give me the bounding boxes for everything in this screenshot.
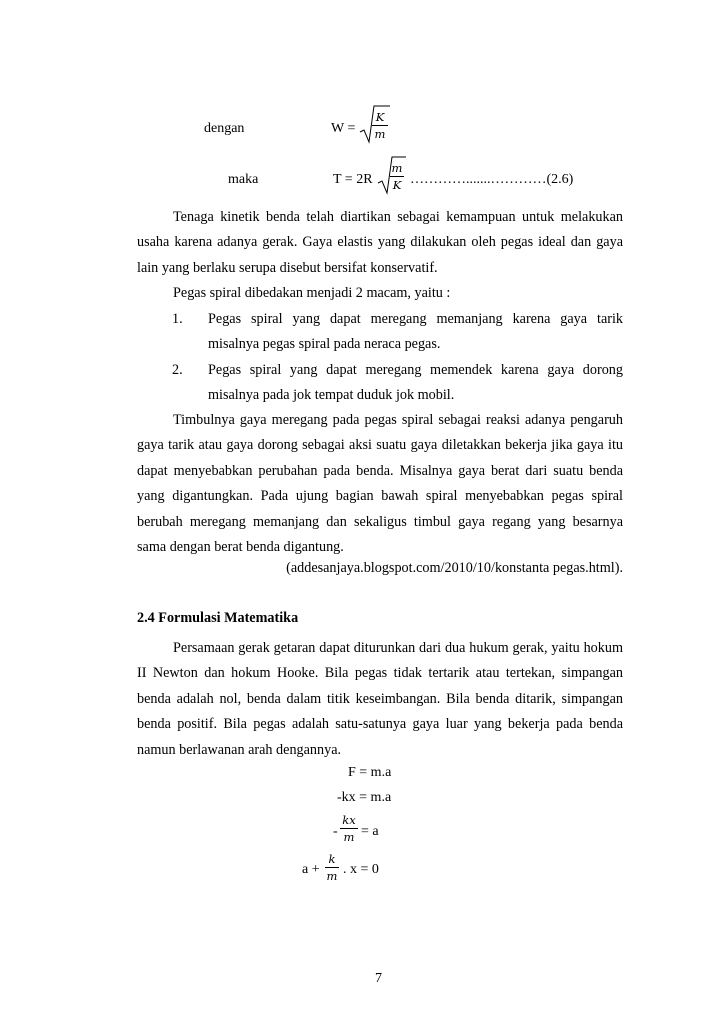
equation-x-zero: . x = 0 (343, 862, 379, 877)
paragraph-text: Tenaga kinetik benda telah diartikan sebagai kemampuan untuk melakukan usaha karena adanya gerak. Gaya elastis yang dilakukan oleh pegas ideal dan gaya lain yang berlaku serupa disebut bersifat konservatif. (137, 209, 623, 276)
equation-reference: ………….......…………(2.6) (410, 172, 574, 187)
dengan-label: dengan (204, 121, 245, 136)
page-number: 7 (375, 971, 382, 986)
kx-over-m-fraction (340, 813, 358, 844)
fraction-den: m (326, 869, 338, 883)
t-fraction (390, 161, 404, 192)
paragraph-text: Persamaan gerak getaran dapat diturunkan dari dua hukum gerak, yaitu hokum II Newton dan hokum Hooke. Bila pegas tidak tertarik atau tertekan, simpangan benda adalah nol, benda dalam titik keseimbangan. Bila benda ditarik, simpangan benda positif. Bila pegas adalah satu-satunya gaya luar yang bekerja pada benda namun berlawanan arah dengannya. (137, 640, 623, 758)
t-fraction-num: m (391, 161, 403, 175)
w-fraction (372, 110, 388, 141)
fraction-bar (372, 125, 388, 126)
equation-newton: F = m.a (348, 765, 392, 780)
list-text: misalnya pada jok tempat duduk jok mobil. (208, 387, 455, 403)
section-heading: 2.4 Formulasi Matematika (137, 610, 299, 626)
fraction-bar (390, 176, 404, 177)
list-number: 2. (172, 362, 183, 378)
t-fraction-den: K (392, 178, 402, 192)
list-number: 1. (172, 311, 183, 327)
fraction-den: m (343, 830, 355, 844)
paragraph-spring-force (137, 408, 623, 560)
equation-hooke: -kx = m.a (337, 790, 392, 805)
k-over-m-fraction (325, 852, 339, 883)
fraction-bar (340, 828, 358, 829)
maka-label: maka (228, 172, 259, 187)
fraction-num: kx (342, 813, 356, 827)
w-fraction-num: K (375, 110, 385, 124)
paragraph-kinetic-energy (137, 205, 623, 281)
list-text: misalnya pegas spiral pada neraca pegas. (208, 336, 441, 352)
paragraph-text: Timbulnya gaya meregang pada pegas spiral sebagai reaksi adanya pengaruh gaya tarik atau gaya dorong sebagai aksi suatu gaya diletakkan bekerja jika gaya itu dapat menyebabkan perubahan pada benda. Misalnya gaya berat dari suatu benda yang digantungkan. Pada ujung bagian bawah spiral menyebabkan pegas spiral berubah meregang memanjang dan sekaligus timbul gaya regang yang besarnya sama dengan berat benda digantung. (137, 412, 623, 556)
list-text: Pegas spiral yang dapat meregang memanjang karena gaya tarik (208, 311, 623, 327)
w-equation-lhs: W = (331, 121, 356, 136)
citation: (addesanjaya.blogspot.com/2010/10/konstanta pegas.html). (286, 560, 623, 576)
equation-minus-sign: - (333, 824, 338, 839)
w-fraction-den: m (374, 127, 386, 141)
fraction-bar (325, 867, 339, 868)
list-text: Pegas spiral yang dapat meregang memendek karena gaya dorong (208, 362, 623, 378)
paragraph-equation-of-motion (137, 636, 623, 763)
fraction-num: k (328, 852, 336, 866)
t-equation-lhs: T = 2R (333, 172, 373, 187)
paragraph-text: Pegas spiral dibedakan menjadi 2 macam, yaitu : (173, 285, 451, 301)
paragraph-spring-types (137, 281, 623, 306)
equation-equals-a: = a (361, 824, 379, 839)
equation-a-plus: a + (302, 862, 320, 877)
